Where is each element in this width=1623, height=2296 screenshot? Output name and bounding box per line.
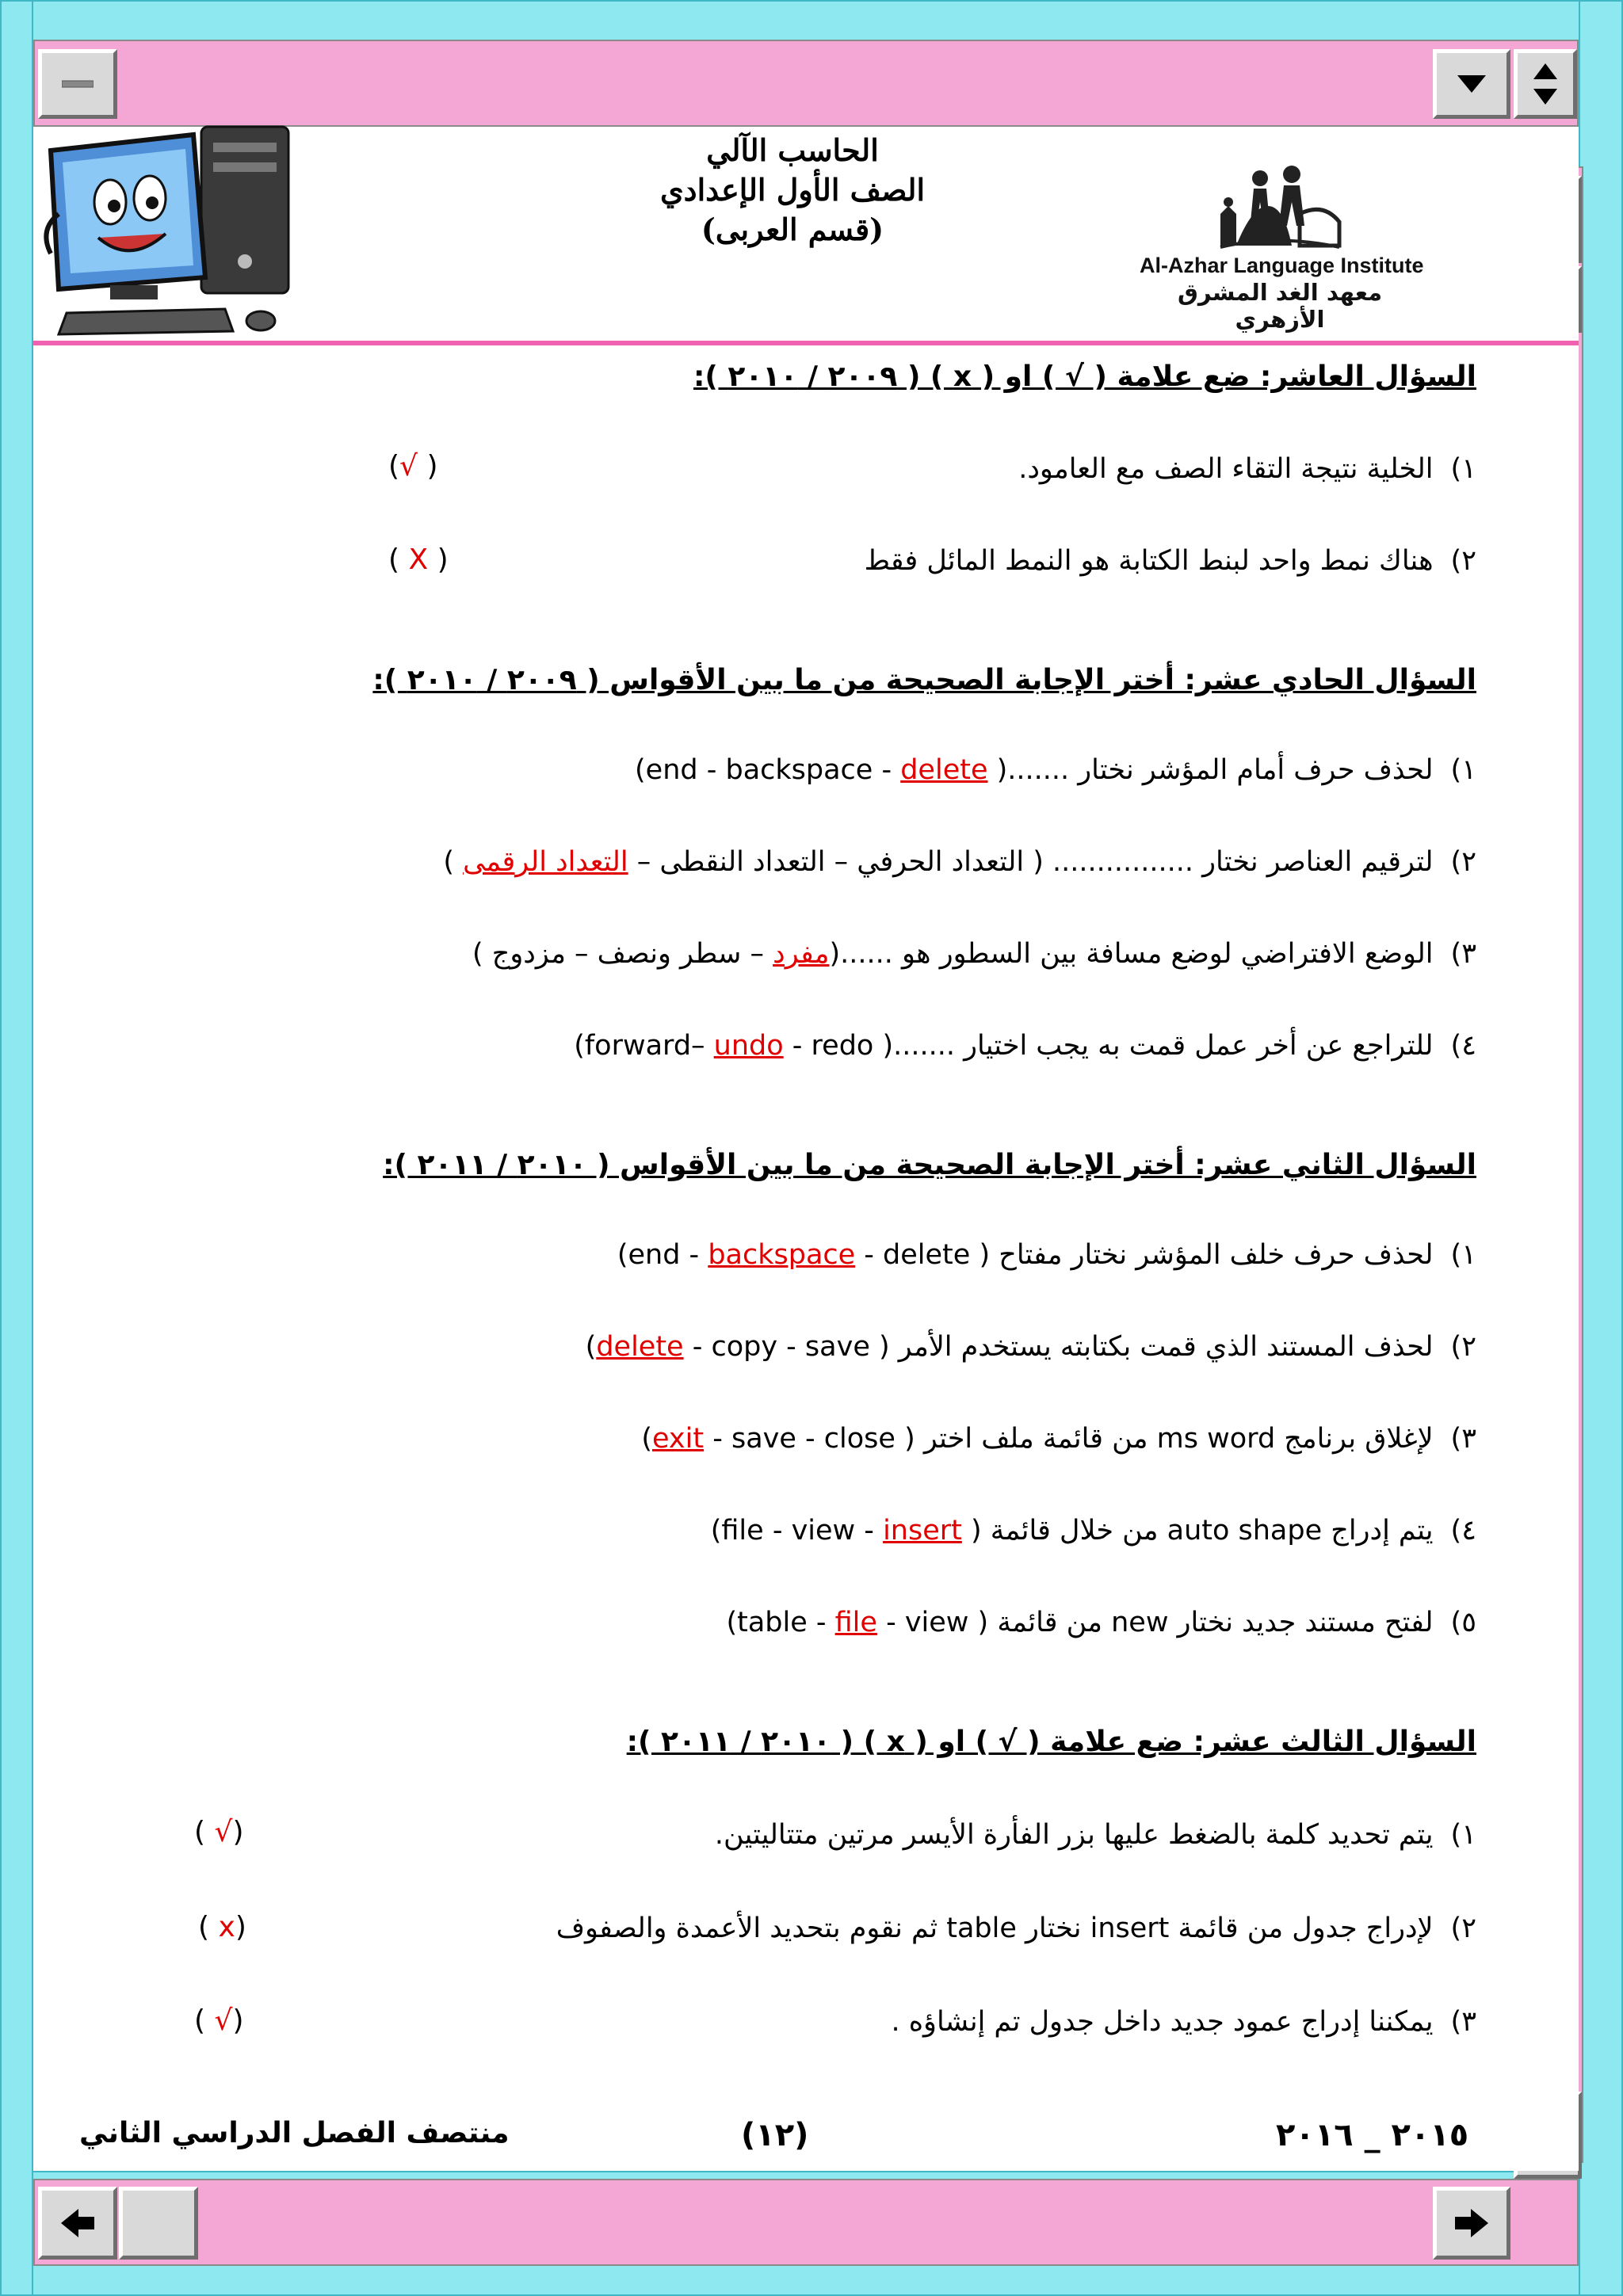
item-text: الخلية نتيجة التقاء الصف مع العامود.: [1018, 453, 1434, 485]
check-mark: √: [214, 1816, 233, 1848]
q10-item-1: [1018, 453, 1476, 485]
correct-answer: التعداد الرقمى: [463, 846, 628, 878]
q13-item-2-mark: ( x): [198, 1911, 246, 1943]
section-title: (قسم العربى): [701, 212, 884, 247]
footer-term: منتصف الفصل الدراسي الثاني: [79, 2117, 510, 2149]
q12-item-1: ١)لحذف حرف خلف المؤشر نختار مفتاح ( end - backspace - delete): [617, 1239, 1476, 1271]
minimize-button[interactable]: [38, 49, 117, 119]
question-10-title: السؤال العاشر: ضع علامة ( √ ) او ( x ) ( ٢٠٠٩ / ٢٠١٠ ):: [693, 360, 1476, 393]
cross-mark: X: [408, 543, 429, 576]
item-number: ١): [1450, 453, 1476, 485]
title-bar: [33, 40, 1579, 127]
scroll-right-button[interactable]: [1433, 2187, 1510, 2260]
check-mark: √: [399, 450, 418, 482]
q13-item-1-mark: ( √): [194, 1816, 244, 1848]
question-12-title: السؤال الثاني عشر: أختر الإجابة الصحيحة من ما بين الأقواس ( ٢٠١٠ / ٢٠١١ ):: [383, 1149, 1476, 1181]
logo-english-text: Al-Azhar Language Institute: [1140, 254, 1424, 277]
item-number: ٢): [1450, 545, 1476, 577]
horizontal-scrollbar[interactable]: [33, 2179, 1579, 2266]
question-11-title: السؤال الحادي عشر: أختر الإجابة الصحيحة من ما بين الأقواس ( ٢٠٠٩ / ٢٠١٠ ):: [372, 664, 1476, 696]
logo-arabic-text: معهد الغد المشرق الأزهري: [1177, 279, 1383, 333]
scroll-updown-icon: [1532, 62, 1559, 106]
check-mark: √: [214, 2004, 233, 2037]
cross-mark: x: [218, 1911, 235, 1943]
frame-left-band: [0, 0, 33, 2296]
q11-item-1: ١)لحذف حرف أمام المؤشر نختار .......( end - backspace - delete): [635, 754, 1476, 786]
footer-page-number: (١٢): [741, 2117, 809, 2153]
correct-answer: delete: [900, 754, 988, 786]
q11-item-3: ٣)الوضع الافتراضي لوضع مسافة بين السطور هو ......(مفرد – سطر ونصف – مزدوج ): [472, 938, 1476, 970]
minimize-icon: [62, 79, 94, 89]
arrow-right-icon: [1453, 2207, 1490, 2239]
q11-item-4: ٤)للتراجع عن أخر عمل قمت به يجب اختيار .......( forward– undo - redo): [574, 1030, 1476, 1062]
scroll-thumb-horizontal[interactable]: [119, 2187, 198, 2260]
dropdown-arrow-icon: [1456, 72, 1487, 96]
correct-answer: exit: [652, 1423, 705, 1455]
institute-logo-icon: [1205, 158, 1347, 254]
computer-mascot-icon: [35, 119, 312, 341]
correct-answer: delete: [596, 1331, 684, 1363]
q10-item-1-mark: (√ ): [388, 450, 438, 482]
q13-item-1: ١)يتم تحديد كلمة بالضغط عليها بزر الفأرة الأيسر مرتين متتاليتين.: [714, 1819, 1476, 1851]
dropdown-button[interactable]: [1433, 49, 1510, 119]
item-text: هناك نمط واحد لبنط الكتابة هو النمط المائل فقط: [864, 545, 1434, 577]
q11-item-2: ٢)لترقيم العناصر نختار ................ ( التعداد الحرفي – التعداد النقطى – التعداد الرقمى ): [443, 846, 1476, 878]
scroll-left-button[interactable]: [38, 2187, 117, 2260]
header-titles: [571, 131, 1014, 250]
question-13-title: السؤال الثالث عشر: ضع علامة ( √ ) او ( x ) ( ٢٠١٠ / ٢٠١١ ):: [626, 1726, 1476, 1758]
subject-title: الحاسب الآلي: [706, 132, 879, 168]
scroll-updown-button[interactable]: [1514, 49, 1577, 119]
correct-answer: undo: [713, 1030, 784, 1062]
correct-answer: مفرد: [773, 938, 830, 970]
q12-item-4: ٤)يتم إدراج auto shape من خلال قائمة ( file - view - insert): [710, 1515, 1476, 1547]
q10-item-2-mark: ( X ): [388, 543, 449, 576]
q12-item-5: ٥)لفتح مستند جديد نختار new من قائمة ( table - file - view): [726, 1607, 1476, 1638]
q10-item-2: [865, 545, 1476, 577]
arrow-left-icon: [59, 2207, 96, 2239]
correct-answer: insert: [883, 1515, 962, 1547]
correct-answer: file: [834, 1607, 877, 1638]
q12-item-2: ٢)لحذف المستند الذي قمت بكتابته يستخدم الأمر ( delete - copy - save): [585, 1331, 1476, 1363]
q13-item-3: ٣)يمكننا إدراج عمود جديد داخل جدول تم إنشاؤه .: [891, 2006, 1476, 2038]
grade-title: الصف الأول الإعدادي: [659, 172, 926, 208]
q13-item-3-mark: ( √): [194, 2004, 244, 2037]
footer-year: ٢٠١٥ _ ٢٠١٦: [1276, 2117, 1469, 2153]
correct-answer: backspace: [708, 1239, 856, 1271]
frame-right-band: [1579, 0, 1623, 2296]
q12-item-3: ٣)لإغلاق برنامج ms word من قائمة ملف اختر ( exit - save - close): [641, 1423, 1476, 1455]
q13-item-2: ٢)لإدراج جدول من قائمة insert نختار table ثم نقوم بتحديد الأعمدة والصفوف: [556, 1913, 1476, 1944]
header-divider: [33, 341, 1579, 345]
